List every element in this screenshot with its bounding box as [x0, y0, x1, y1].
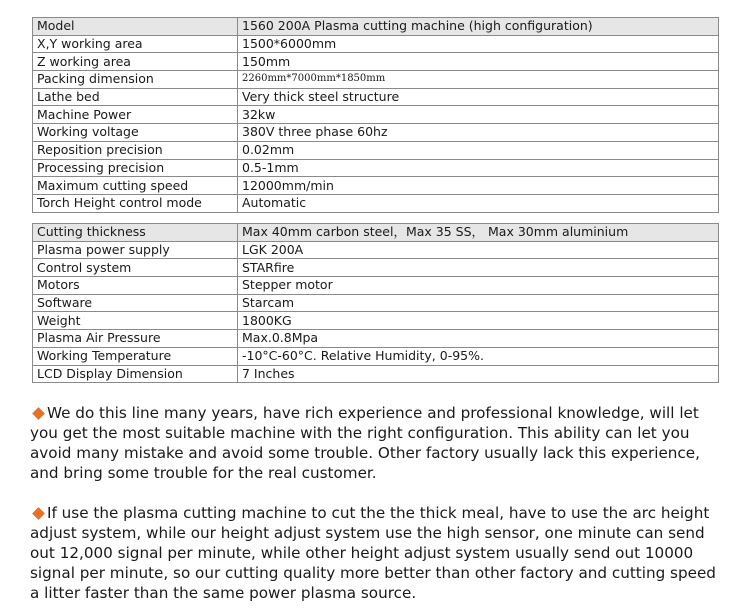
- paragraph-text: We do this line many years, have rich experience and professional knowledge, will let you get the most suitable machine with the right configuration. This ability can let you avoid many mistake and avoid some trouble. Other factory usually lack this experience, and bring some trouble for the real customer.: [30, 404, 700, 482]
- spec-label: Weight: [33, 312, 238, 330]
- spec-label: Motors: [33, 277, 238, 295]
- table-row: [33, 106, 719, 124]
- table-row: [33, 124, 719, 142]
- spec-label: Processing precision: [33, 159, 238, 177]
- table-row: [33, 365, 719, 383]
- spec-label: LCD Display Dimension: [33, 365, 238, 383]
- spec-value: 2260mm*7000mm*1850mm: [238, 71, 719, 89]
- spec-value: 1800KG: [238, 312, 719, 330]
- spec-label: Working voltage: [33, 124, 238, 142]
- spec-value: -10°C-60°C. Relative Humidity, 0-95%.: [238, 347, 719, 365]
- spec-value: Very thick steel structure: [238, 88, 719, 106]
- paragraph-text: If use the plasma cutting machine to cut the the thick meal, have to use the arc height adjust system, while our height adjust system use the high sensor, one minute can send out 12,000 signal per minute, while other height adjust system usually send out 10000 signal per minute, so our cutting quality more better than other factory and cutting speed a litter faster than the same power plasma source.: [30, 504, 716, 602]
- spec-label: Plasma Air Pressure: [33, 330, 238, 348]
- spec-label: Packing dimension: [33, 71, 238, 89]
- table-row: [33, 141, 719, 159]
- spec-label: Machine Power: [33, 106, 238, 124]
- spec-label: Torch Height control mode: [33, 194, 238, 212]
- spec-table-machine: [32, 17, 719, 213]
- spec-value: 1560 200A Plasma cutting machine (high configuration): [238, 18, 719, 36]
- spec-label: Plasma power supply: [33, 241, 238, 259]
- table-row: [33, 194, 719, 212]
- spec-table-cutting: [32, 223, 719, 383]
- spec-value: STARfire: [238, 259, 719, 277]
- spec-value: 32kw: [238, 106, 719, 124]
- paragraph-experience: [30, 403, 730, 483]
- spec-value: LGK 200A: [238, 241, 719, 259]
- spec-value: Automatic: [238, 194, 719, 212]
- table-row: [33, 159, 719, 177]
- spec-value: Starcam: [238, 294, 719, 312]
- spec-value: 150mm: [238, 53, 719, 71]
- spec-label: Lathe bed: [33, 88, 238, 106]
- spec-label: X,Y working area: [33, 35, 238, 53]
- spec-value: 0.5-1mm: [238, 159, 719, 177]
- spec-label: Control system: [33, 259, 238, 277]
- table-row: [33, 294, 719, 312]
- table-row: [33, 312, 719, 330]
- spec-label: Z working area: [33, 53, 238, 71]
- spec-value: 7 Inches: [238, 365, 719, 383]
- table-row: [33, 71, 719, 89]
- table-row: [33, 347, 719, 365]
- spec-value: Stepper motor: [238, 277, 719, 295]
- table-header-row: [33, 224, 719, 242]
- spec-value: Max 40mm carbon steel，Max 35 SS， Max 30mm aluminium: [238, 224, 719, 242]
- paragraph-height-adjust: [30, 503, 730, 603]
- spec-label: Maximum cutting speed: [33, 177, 238, 195]
- table-row: [33, 53, 719, 71]
- spec-value: Max.0.8Mpa: [238, 330, 719, 348]
- spec-label: Model: [33, 18, 238, 36]
- spec-label: Working Temperature: [33, 347, 238, 365]
- spec-value: 12000mm/min: [238, 177, 719, 195]
- table-header-row: [33, 18, 719, 36]
- orange-diamond-icon: [32, 507, 45, 520]
- spec-label: Reposition precision: [33, 141, 238, 159]
- spec-label: Software: [33, 294, 238, 312]
- table-row: [33, 259, 719, 277]
- orange-diamond-icon: [32, 407, 45, 420]
- spec-value: 0.02mm: [238, 141, 719, 159]
- table-row: [33, 277, 719, 295]
- table-row: [33, 35, 719, 53]
- spec-label: Cutting thickness: [33, 224, 238, 242]
- table-row: [33, 177, 719, 195]
- spec-value: 380V three phase 60hz: [238, 124, 719, 142]
- spec-value: 1500*6000mm: [238, 35, 719, 53]
- table-row: [33, 88, 719, 106]
- table-row: [33, 330, 719, 348]
- table-row: [33, 241, 719, 259]
